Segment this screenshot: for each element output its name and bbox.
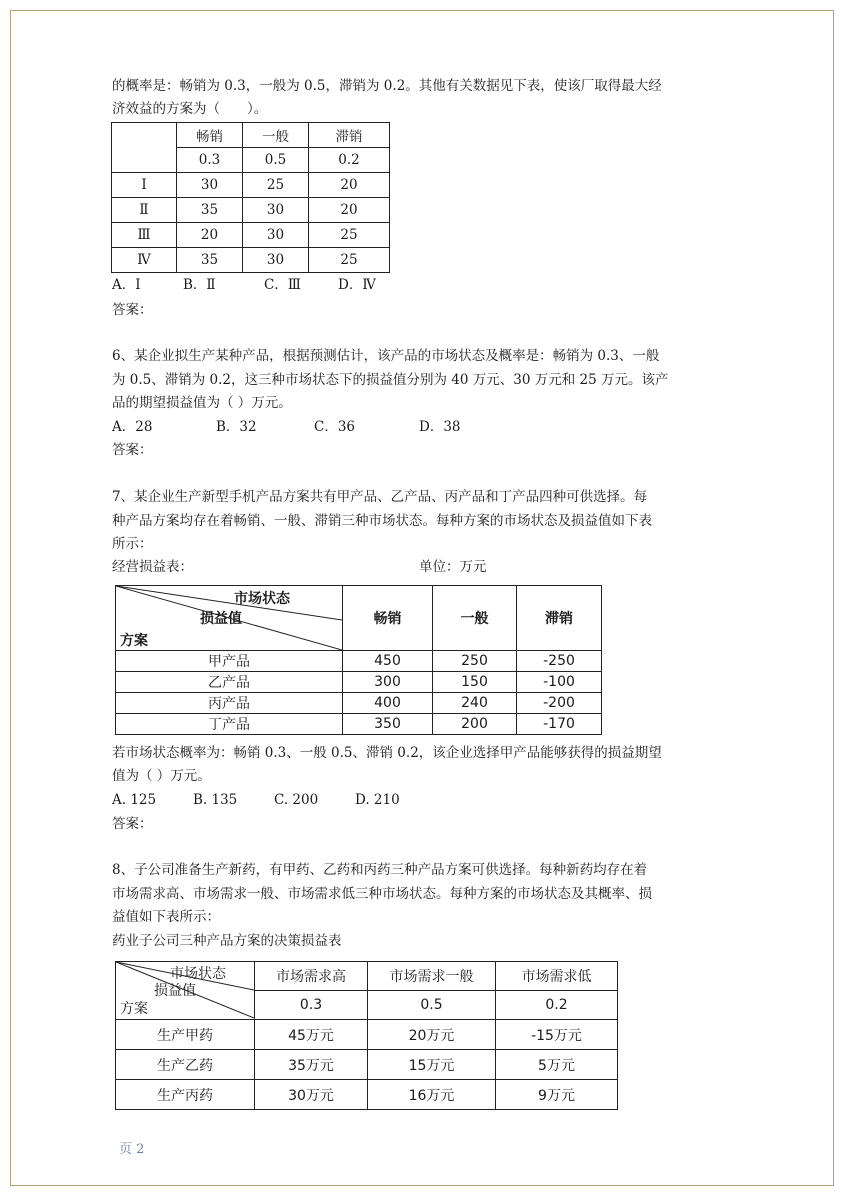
q8-text-line3: 益值如下表所示： (112, 909, 220, 925)
q5-header: 一般 (243, 123, 309, 148)
cell: 20 (309, 173, 390, 198)
q5-text-line1: 的概率是：畅销为 0.3，一般为 0.5，滞销为 0.2。其他有关数据见下表，使该厂取得最大经 (112, 78, 662, 94)
q8-header: 市场需求高 (255, 962, 368, 991)
page-number: 页 2 (119, 1142, 145, 1157)
row-label: Ⅰ (112, 173, 177, 198)
cell: 250 (433, 651, 517, 672)
q7-text-line4: 若市场状态概率为：畅销 0.3、一般 0.5、滞销 0.2，该企业选择甲产品能够获得的损益期望 (112, 745, 662, 761)
cell: 30 (243, 248, 309, 273)
table-row (112, 173, 390, 198)
q5-option-d: D．Ⅳ (338, 277, 376, 293)
q5-table-corner (112, 123, 177, 173)
q6-text-line2: 为 0.5、滞销为 0.2，这三种市场状态下的损益值分别为 40 万元、30 万元和 25 万元。该产 (112, 372, 669, 388)
cell: 20万元 (368, 1020, 496, 1050)
q8-text-line1: 8、子公司准备生产新药，有甲药、乙药和丙药三种产品方案可供选择。每种新药均存在着 (112, 862, 648, 878)
cell: 350 (343, 714, 433, 735)
q7-header: 滞销 (517, 586, 602, 651)
q6-option-c: C．36 (314, 419, 356, 435)
q7-answer-label: 答案： (112, 816, 153, 832)
cell: 20 (309, 198, 390, 223)
row-label: 生产乙药 (116, 1050, 255, 1080)
q6-answer-label: 答案： (112, 442, 153, 458)
table-row (116, 693, 602, 714)
q6-option-b: B．32 (216, 419, 257, 435)
q7-table-title: 经营损益表： (112, 559, 193, 575)
table-row (112, 248, 390, 273)
q8-diagonal-header (116, 962, 255, 1020)
table-row (112, 198, 390, 223)
q8-table (115, 961, 618, 1110)
q7-option-b: B. 135 (193, 792, 238, 808)
cell: 5万元 (496, 1050, 618, 1080)
q5-table (111, 122, 390, 273)
cell: 35万元 (255, 1050, 368, 1080)
row-label: 甲产品 (116, 651, 343, 672)
q5-option-b: B．Ⅱ (183, 277, 216, 293)
q5-prob: 0.3 (177, 148, 243, 173)
q8-prob: 0.2 (496, 991, 618, 1020)
cell: 30万元 (255, 1080, 368, 1110)
cell: -170 (517, 714, 602, 735)
cell: 25 (309, 223, 390, 248)
q7-table (115, 585, 602, 735)
table-row (116, 1020, 618, 1050)
cell: -200 (517, 693, 602, 714)
diag-label-top: 市场状态 (234, 591, 290, 607)
row-label: 丁产品 (116, 714, 343, 735)
q5-header: 滞销 (309, 123, 390, 148)
q7-unit: 单位：万元 (419, 559, 487, 575)
q7-option-d: D. 210 (355, 792, 400, 808)
cell: 45万元 (255, 1020, 368, 1050)
cell: 300 (343, 672, 433, 693)
q6-text-line1: 6、某企业拟生产某种产品，根据预测估计，该产品的市场状态及概率是：畅销为 0.3、一般 (112, 348, 660, 364)
cell: 30 (177, 173, 243, 198)
cell: 400 (343, 693, 433, 714)
q7-text-line1: 7、某企业生产新型手机产品方案共有甲产品、乙产品、丙产品和丁产品四种可供选择。每 (112, 489, 648, 505)
diag-label-mid: 损益值 (154, 983, 196, 999)
table-row (112, 223, 390, 248)
q8-prob: 0.3 (255, 991, 368, 1020)
cell: 20 (177, 223, 243, 248)
q8-text-line2: 市场需求高、市场需求一般、市场需求低三种市场状态。每种方案的市场状态及其概率、损 (112, 886, 652, 902)
cell: 16万元 (368, 1080, 496, 1110)
q7-header: 一般 (433, 586, 517, 651)
cell: 450 (343, 651, 433, 672)
q6-option-d: D．38 (419, 419, 461, 435)
row-label: 生产甲药 (116, 1020, 255, 1050)
q5-option-a: A．Ⅰ (112, 277, 141, 293)
q7-option-a: A. 125 (112, 792, 157, 808)
table-row (116, 672, 602, 693)
cell: 200 (433, 714, 517, 735)
q8-header: 市场需求低 (496, 962, 618, 991)
q7-text-line2: 种产品方案均存在着畅销、一般、滞销三种市场状态。每种方案的市场状态及损益值如下表 (112, 513, 652, 529)
row-label: Ⅱ (112, 198, 177, 223)
q6-option-a: A．28 (112, 419, 153, 435)
cell: 35 (177, 198, 243, 223)
diag-label-bottom: 方案 (120, 633, 148, 649)
cell: -100 (517, 672, 602, 693)
q5-option-c: C．Ⅲ (264, 277, 301, 293)
row-label: 生产丙药 (116, 1080, 255, 1110)
cell: -250 (517, 651, 602, 672)
q8-prob: 0.5 (368, 991, 496, 1020)
table-row (116, 714, 602, 735)
q5-prob: 0.2 (309, 148, 390, 173)
cell: 35 (177, 248, 243, 273)
q5-prob: 0.5 (243, 148, 309, 173)
q7-diagonal-header (116, 586, 343, 651)
table-row (116, 1080, 618, 1110)
cell: 150 (433, 672, 517, 693)
cell: -15万元 (496, 1020, 618, 1050)
row-label: Ⅳ (112, 248, 177, 273)
q7-header: 畅销 (343, 586, 433, 651)
cell: 30 (243, 223, 309, 248)
cell: 9万元 (496, 1080, 618, 1110)
row-label: 丙产品 (116, 693, 343, 714)
q5-answer-label: 答案： (112, 302, 153, 318)
cell: 15万元 (368, 1050, 496, 1080)
q7-text-line3: 所示： (112, 536, 153, 552)
cell: 25 (243, 173, 309, 198)
q6-text-line3: 品的期望损益值为（ ）万元。 (112, 395, 292, 411)
diag-label-mid: 损益值 (200, 611, 242, 627)
row-label: 乙产品 (116, 672, 343, 693)
q7-text-line5: 值为（ ）万元。 (112, 768, 211, 784)
q8-table-title: 药业子公司三种产品方案的决策损益表 (112, 933, 342, 949)
cell: 240 (433, 693, 517, 714)
q8-header: 市场需求一般 (368, 962, 496, 991)
table-row (116, 651, 602, 672)
cell: 25 (309, 248, 390, 273)
q5-text-line2: 济效益的方案为（ ）。 (112, 101, 268, 117)
diag-label-top: 市场状态 (170, 966, 226, 982)
diag-label-bottom: 方案 (120, 1001, 148, 1017)
table-row (116, 1050, 618, 1080)
q7-option-c: C. 200 (274, 792, 319, 808)
q5-header: 畅销 (177, 123, 243, 148)
row-label: Ⅲ (112, 223, 177, 248)
cell: 30 (243, 198, 309, 223)
